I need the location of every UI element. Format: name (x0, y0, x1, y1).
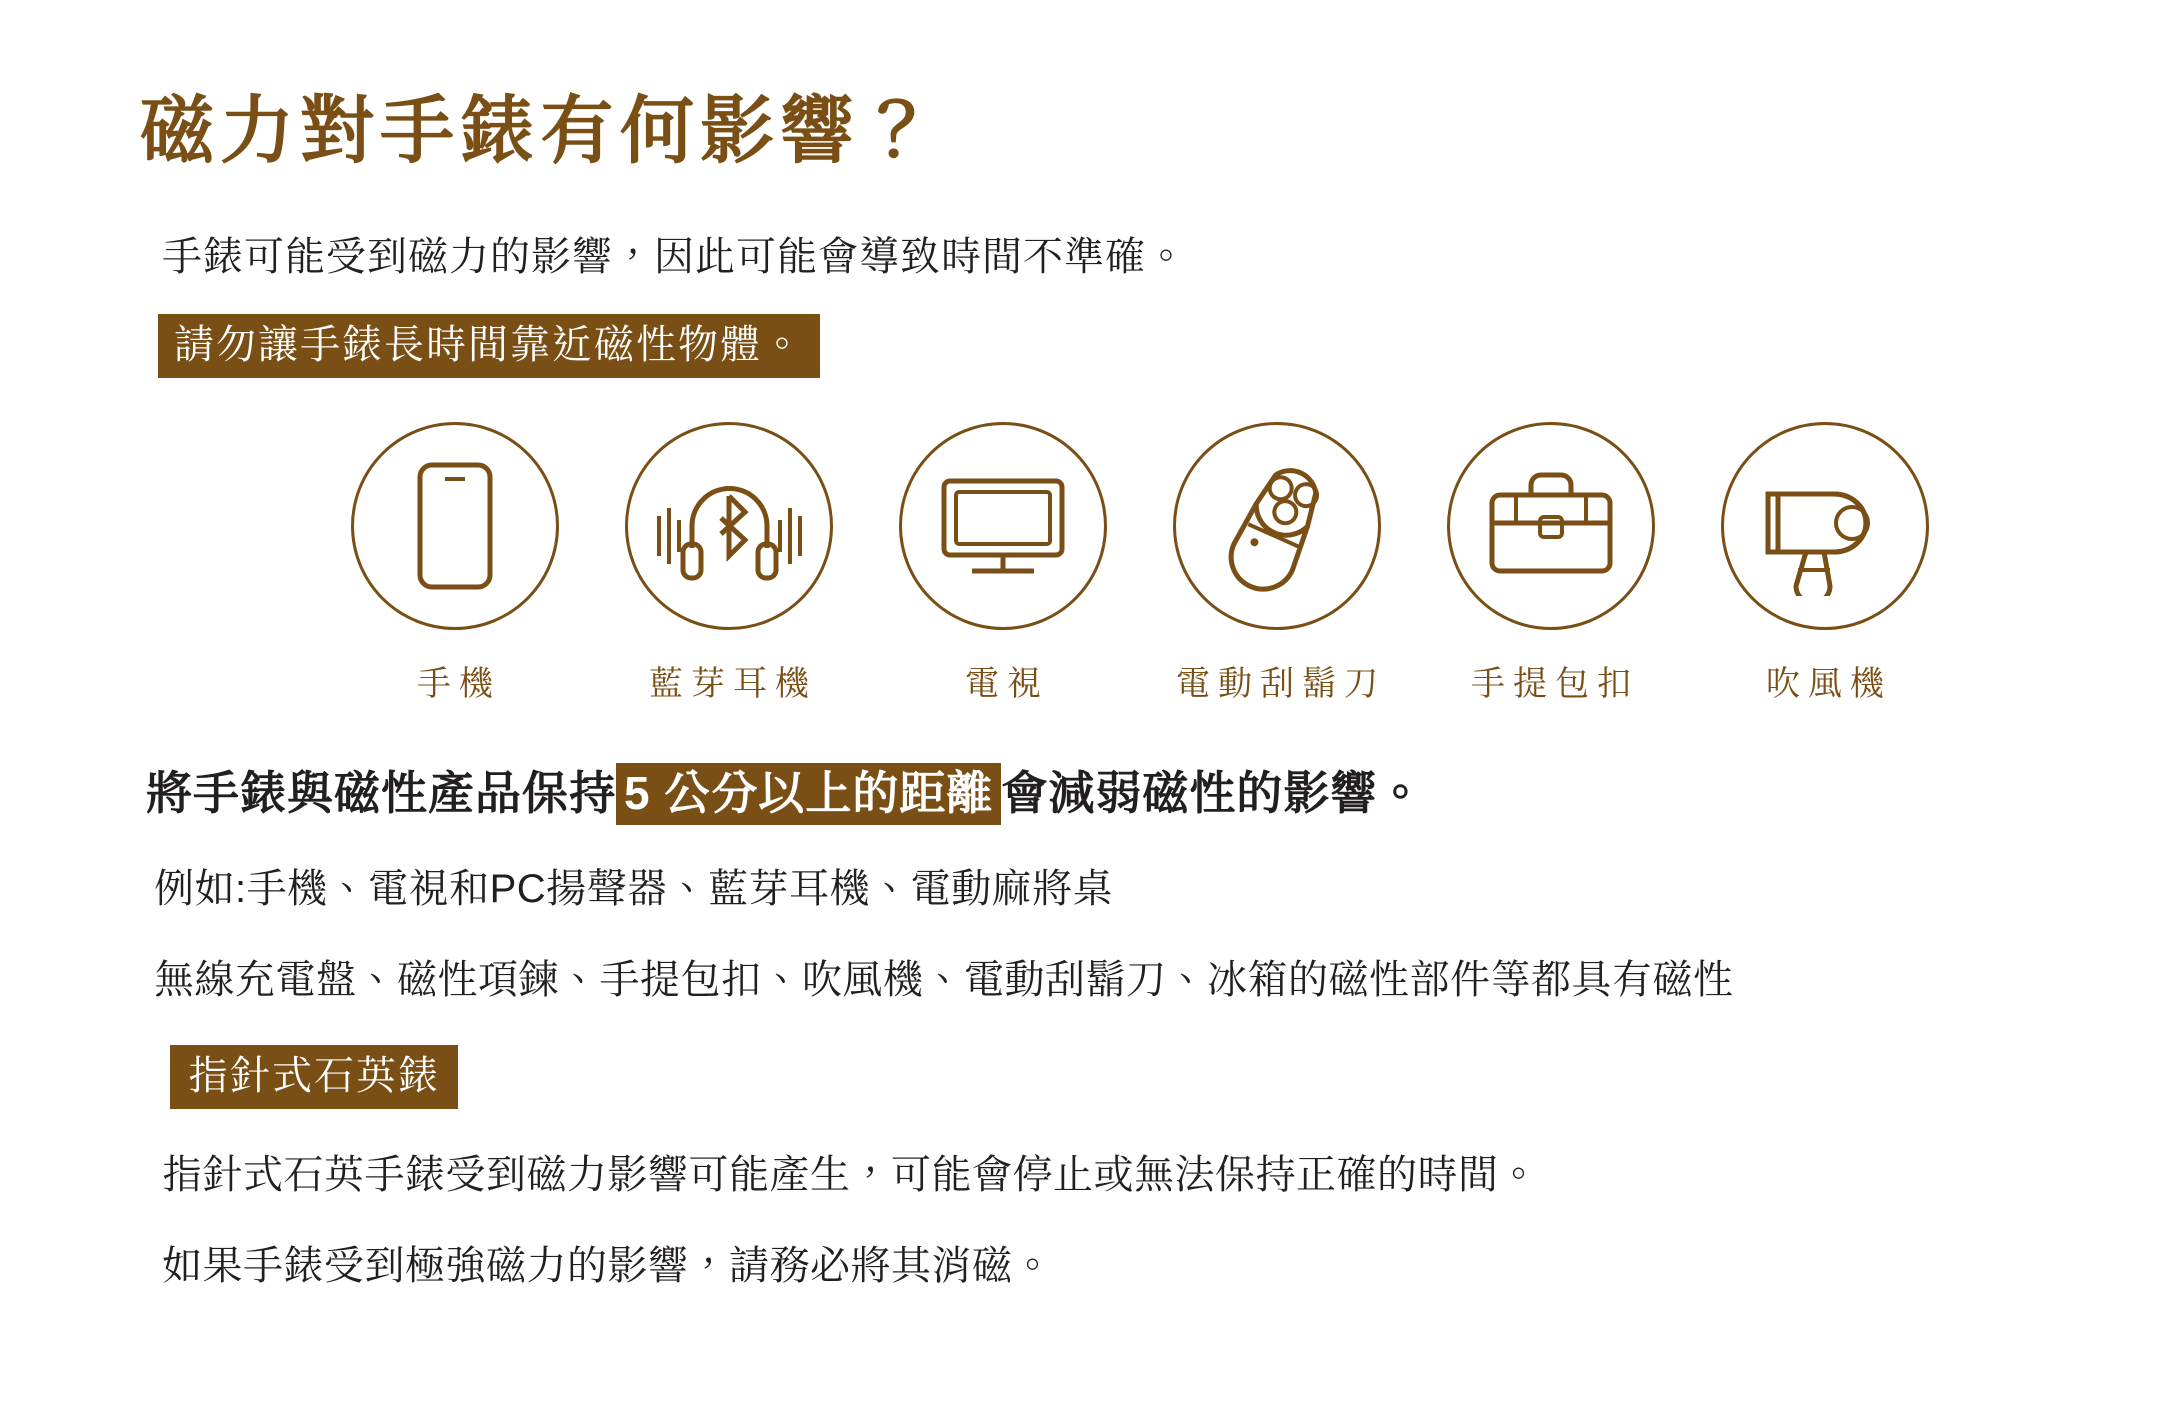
page-title: 磁力對手錶有何影響？ (140, 91, 940, 173)
icon-item-bluetooth-headphones (614, 422, 844, 705)
warning-highlight-bar: 請勿讓手錶長時間靠近磁性物體。 (158, 314, 820, 378)
distance-recommendation (146, 757, 2020, 823)
icon-item-mobile-phone (340, 422, 570, 705)
icon-label-mobile-phone: 手機 (417, 665, 501, 704)
icon-item-handbag-clasp (1436, 422, 1666, 705)
icon-item-electric-shaver (1162, 422, 1392, 705)
icon-item-hair-dryer (1710, 422, 1940, 705)
quartz-section-tag: 指針式石英錶 (170, 1045, 458, 1109)
quartz-note-2: 如果手錶受到極強磁力的影響，請務必將其消磁。 (162, 1244, 1053, 1289)
television-icon (899, 422, 1107, 630)
distance-highlight: 5 公分以上的距離 (616, 763, 1001, 825)
hair-dryer-icon (1721, 422, 1929, 630)
icon-label-hair-dryer: 吹風機 (1766, 665, 1892, 704)
icon-label-handbag-clasp: 手提包扣 (1471, 665, 1639, 704)
example-line-2: 無線充電盤、磁性項鍊、手提包扣、吹風機、電動刮鬍刀、冰箱的磁性部件等都具有磁性 (154, 958, 1734, 1003)
example-line-1: 例如:手機、電視和PC揚聲器、藍芽耳機、電動麻將桌 (154, 867, 1114, 912)
magnetic-devices-icon-row (340, 422, 1940, 705)
bluetooth-headphones-icon (625, 422, 833, 630)
icon-label-television: 電視 (965, 665, 1049, 704)
icon-item-television (888, 422, 1118, 705)
icon-label-electric-shaver: 電動刮鬍刀 (1176, 665, 1386, 704)
distance-suffix: 會減弱磁性的影響。 (1001, 767, 1425, 820)
handbag-clasp-icon (1447, 422, 1655, 630)
distance-prefix: 將手錶與磁性產品保持 (146, 767, 616, 820)
electric-shaver-icon (1173, 422, 1381, 630)
intro-paragraph: 手錶可能受到磁力的影響，因此可能會導致時間不準確。 (162, 235, 1187, 280)
icon-label-bluetooth-headphones: 藍芽耳機 (649, 665, 817, 704)
mobile-phone-icon (351, 422, 559, 630)
quartz-note-1: 指針式石英手錶受到磁力影響可能產生，可能會停止或無法保持正確的時間。 (162, 1153, 1539, 1198)
